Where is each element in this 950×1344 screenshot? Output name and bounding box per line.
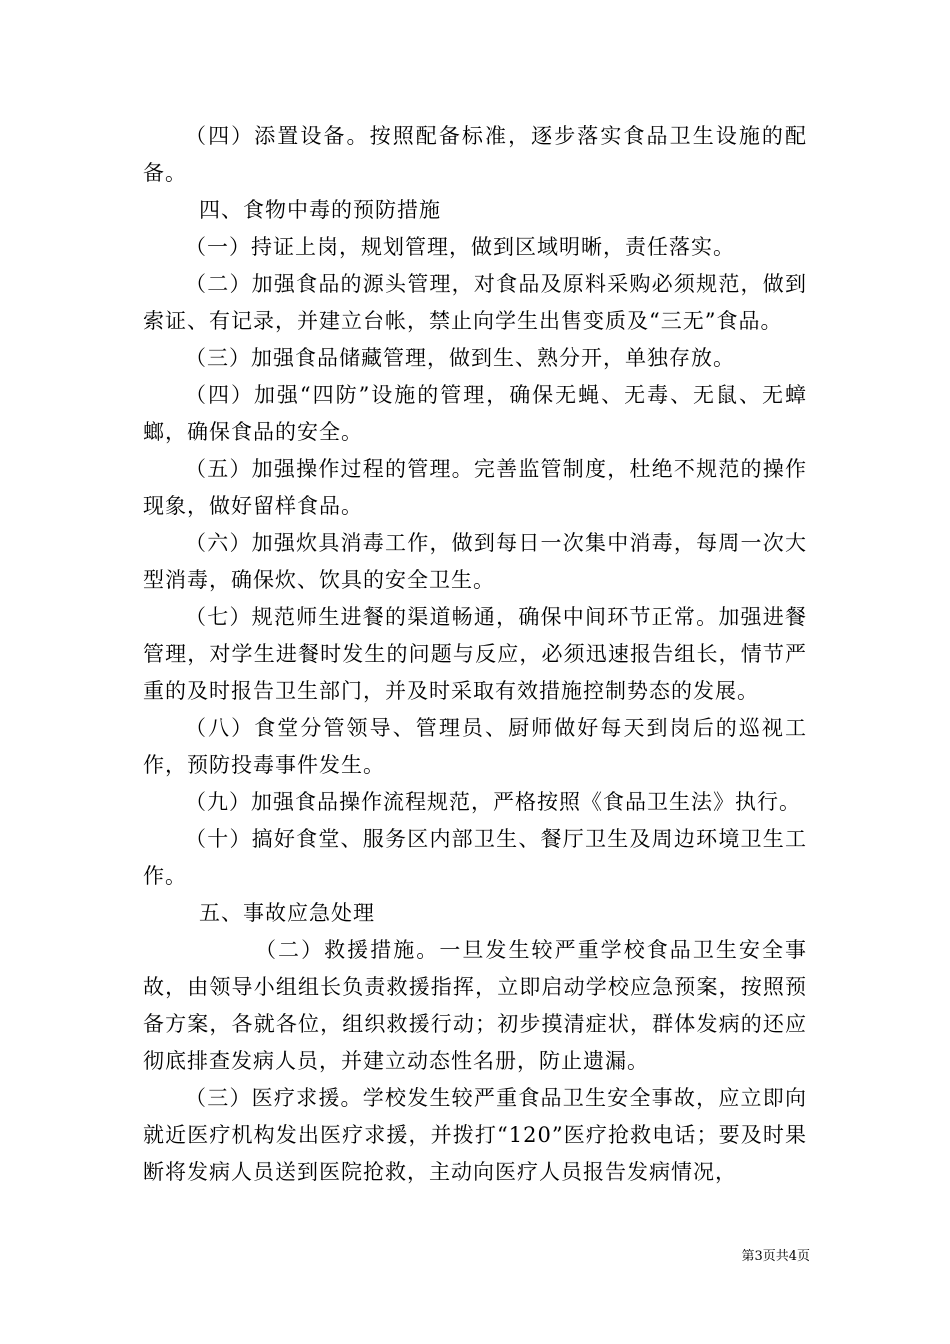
paragraph-prevention-1: （一）持证上岗，规划管理，做到区域明晰，责任落实。	[185, 235, 735, 259]
section-heading-prevention: 四、食物中毒的预防措施	[199, 198, 441, 222]
paragraph-add-equipment: （四）添置设备。按照配备标准，逐步落实食品卫生设施的配备。	[143, 124, 807, 185]
section-heading-emergency: 五、事故应急处理	[199, 901, 375, 925]
paragraph-emergency-rescue: （二）救援措施。一旦发生较严重学校食品卫生安全事故，由领导小组组长负责救援指挥，立即启动学校应急预案，按照预备方案，各就各位，组织救援行动；初步摸清症状，群体发病的还应彻底排查发病人员，并建立动态性名册，防止遗漏。	[143, 938, 807, 1073]
paragraph-prevention-9: （九）加强食品操作流程规范，严格按照《食品卫生法》执行。	[185, 790, 801, 814]
paragraph-prevention-5: （五）加强操作过程的管理。完善监管制度，杜绝不规范的操作现象，做好留样食品。	[143, 457, 807, 518]
paragraph-prevention-8: （八）食堂分管领导、管理员、厨师做好每天到岗后的巡视工作，预防投毒事件发生。	[143, 716, 807, 777]
paragraph-prevention-4: （四）加强“四防”设施的管理，确保无蝇、无毒、无鼠、无蟑螂，确保食品的安全。	[143, 383, 807, 444]
paragraph-prevention-3: （三）加强食品储藏管理，做到生、熟分开，单独存放。	[185, 346, 735, 370]
paragraph-prevention-2: （二）加强食品的源头管理，对食品及原料采购必须规范，做到索证、有记录，并建立台帐，禁止向学生出售变质及“三无”食品。	[143, 272, 807, 333]
paragraph-prevention-6: （六）加强炊具消毒工作，做到每日一次集中消毒，每周一次大型消毒，确保炊、饮具的安全卫生。	[143, 531, 807, 592]
paragraph-emergency-medical: （三）医疗求援。学校发生较严重食品卫生安全事故，应立即向就近医疗机构发出医疗求援，并拨打“120”医疗抢救电话；要及时果断将发病人员送到医院抢救，主动向医疗人员报告发病情况，	[143, 1086, 807, 1184]
page-number-footer: 第3页共4页	[741, 1249, 810, 1264]
paragraph-prevention-7: （七）规范师生进餐的渠道畅通，确保中间环节正常。加强进餐管理，对学生进餐时发生的问题与反应，必须迅速报告组长，情节严重的及时报告卫生部门，并及时采取有效措施控制势态的发展。	[143, 605, 807, 703]
paragraph-prevention-10: （十）搞好食堂、服务区内部卫生、餐厅卫生及周边环境卫生工作。	[143, 827, 807, 888]
document-body	[143, 118, 807, 1191]
